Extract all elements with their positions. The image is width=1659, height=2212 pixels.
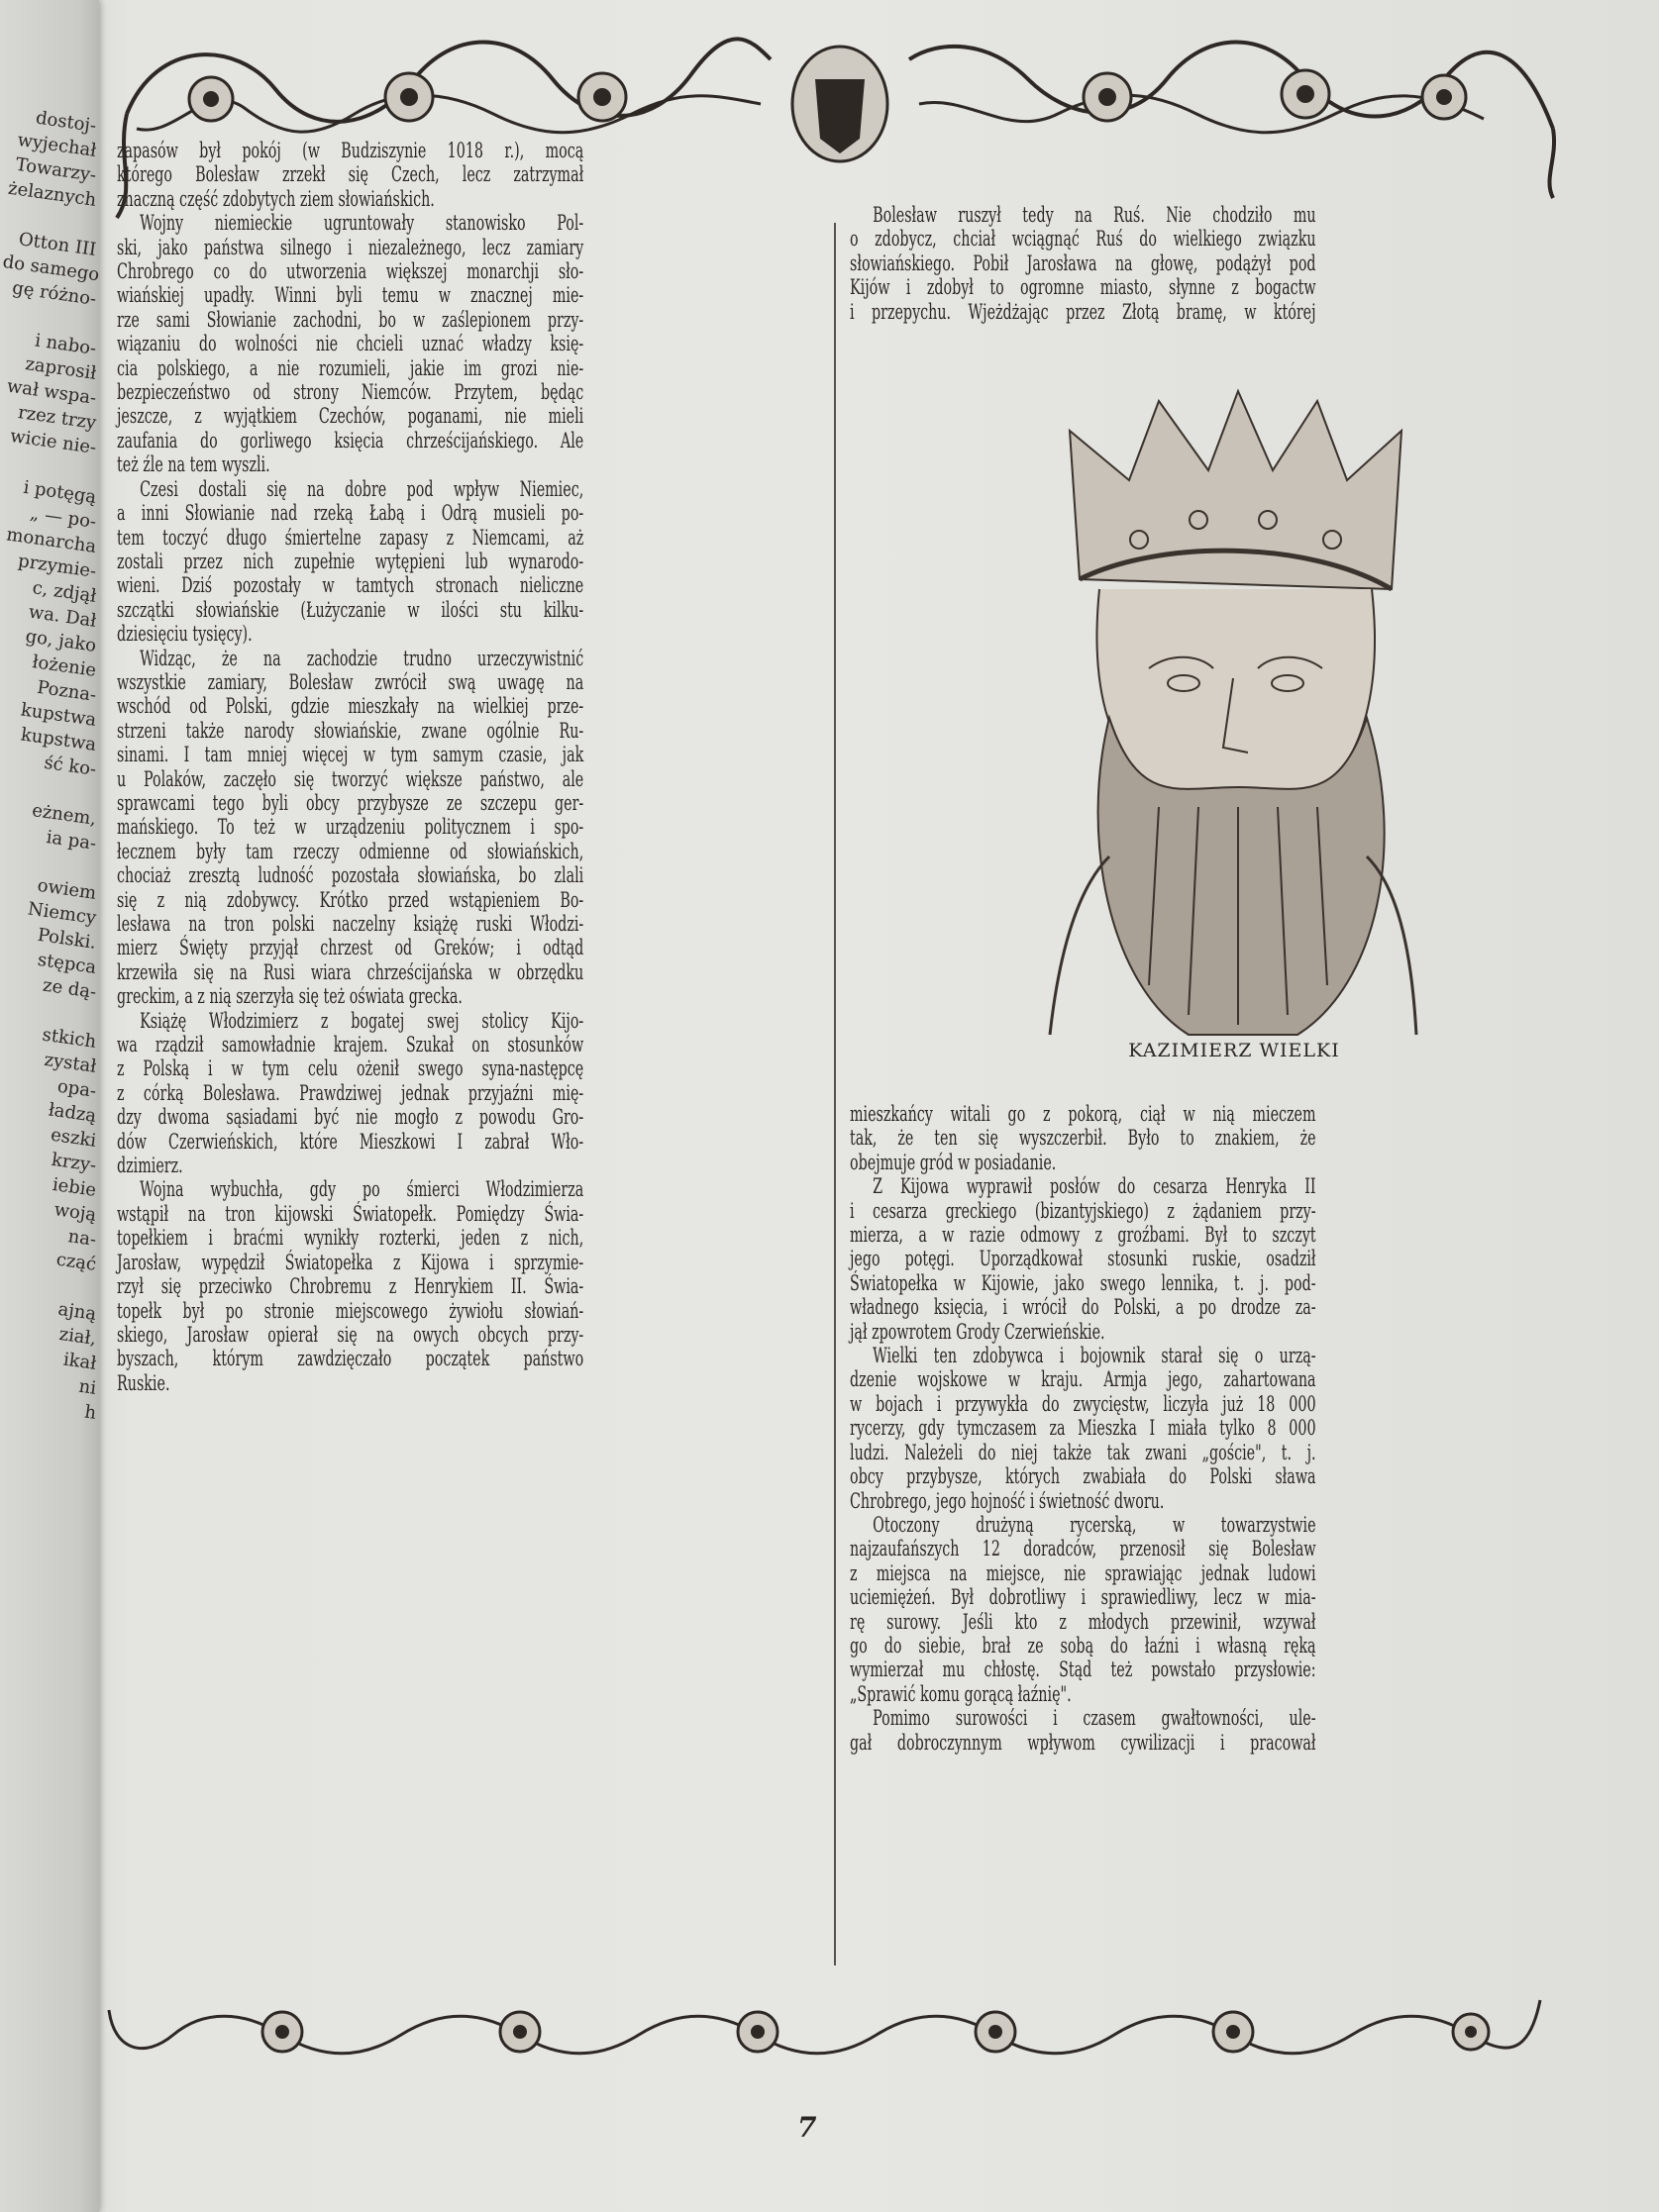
text-line: zapasów był pokój (w Budziszynie 1018 r.), mocą — [117, 139, 584, 162]
text-line: Wojny niemieckie ugruntowały stanowisko Pol- — [140, 211, 584, 236]
text-line: u Polaków, zaczęło się tworzyć większe państwo, ale — [117, 766, 584, 791]
adjacent-page-fragment: kupstwa — [19, 699, 98, 731]
text-line: Ruskie. — [117, 1370, 170, 1395]
adjacent-page-fragment: opa- — [55, 1075, 98, 1102]
text-line: z córką Bolesława. Prawdziwej jednak przyjaźni mię- — [117, 1080, 584, 1105]
text-line: topełkiem i braćmi wynikły rozterki, jeden z nich, — [117, 1226, 584, 1251]
text-line: sprawcami tego byli obcy przybysze ze szczepu ger- — [117, 790, 584, 815]
text-line: greckim, a z nią szerzyła się też oświata grecka. — [117, 984, 463, 1009]
text-line: topełk był po stronie miejscowego żywiołu słowiań- — [117, 1298, 584, 1323]
text-line: Chrobrego co do utworzenia większej monarchji sło- — [117, 259, 584, 284]
decorative-footer-border — [104, 1990, 1550, 2069]
adjacent-page-fragment: przymie- — [16, 551, 98, 582]
text-line: wieni. Dziś pozostały w tamtych stronach nieliczne — [117, 573, 584, 598]
adjacent-page-fragment: wa. Dał — [27, 601, 98, 632]
text-line: Wojna wybuchła, gdy po śmierci Włodzimierza — [140, 1177, 584, 1202]
text-line: uciemiężeń. Był dobrotliwy i sprawiedliwy, lecz w mia- — [850, 1585, 1316, 1610]
text-line: Czesi dostali się na dobre pod wpływ Niemiec, — [140, 476, 584, 501]
text-line: słowiańskiego. Pobił Jarosława na głowę, podążył pod — [850, 251, 1316, 275]
adjacent-page-fragment: wał wspa- — [5, 375, 98, 409]
text-line: gał dobroczynnym wpływom cywilizacji i pracował — [850, 1730, 1316, 1755]
adjacent-page-fragment: „ — po- — [28, 502, 98, 533]
adjacent-page-fragment: ia pa- — [45, 827, 98, 855]
adjacent-page-fragment: stępca — [36, 949, 98, 978]
text-line: ludzi. Należeli do niej także tak zwani „goście", t. j. — [850, 1440, 1316, 1464]
text-line: skiego, Jarosław opierał się na owych obcych przy- — [117, 1322, 584, 1347]
text-line: tak, że ten się wyszczerbił. Było to znakiem, że — [850, 1126, 1316, 1151]
adjacent-page-fragment: woją — [52, 1199, 98, 1226]
text-line: dzenie wojskowe w kraju. Armja jego, zahartowana — [850, 1367, 1316, 1392]
text-line: Książę Włodzimierz z bogatej swej stolicy Kijo- — [140, 1008, 584, 1033]
text-line: a inni Słowianie nad rzeką Łabą i Odrą musieli po- — [117, 501, 584, 526]
column-divider — [834, 223, 836, 1965]
adjacent-page-fragment: wyjechał — [16, 129, 98, 161]
adjacent-page-fragment: ajną — [56, 1298, 98, 1325]
text-line: go do siebie, brał ze sobą do łaźni i własną ręką — [850, 1633, 1316, 1658]
adjacent-page-fragment: cząć — [54, 1249, 98, 1275]
adjacent-page-fragment: Pozna- — [36, 676, 98, 706]
text-line: wschód od Polski, gdzie mieszkały na wielkiej prze- — [117, 694, 584, 719]
portrait-caption: KAZIMIERZ WIELKI — [1128, 1040, 1340, 1061]
text-line: „Sprawić komu gorącą łaźnię". — [850, 1681, 1072, 1706]
adjacent-page-fragment: owiem — [36, 874, 98, 904]
right-column-text-top — [850, 203, 1539, 324]
text-line: Kijów i zdobył to ogromne miasto, słynne z bogactw — [850, 275, 1316, 300]
text-line: zostali przez nich zupełnie wytępieni lub wynarodo- — [117, 549, 584, 573]
text-line: i przepychu. Wjeżdżając przez Złotą bramę, w której — [850, 299, 1316, 324]
adjacent-page-fragment: ładzą — [47, 1099, 98, 1127]
adjacent-page-fragment: do samego — [1, 251, 101, 286]
text-line: najzaufańszych 12 doradców, przenosił się Bolesław — [850, 1537, 1316, 1561]
text-line: znaczną część zdobytych ziem słowiańskich. — [117, 186, 435, 211]
text-line: władnego księcia, i wrócił do Polski, a po drodze za- — [850, 1295, 1316, 1320]
adjacent-page-fragment: eżnem, — [31, 800, 98, 830]
text-line: o zdobycz, chciał wciągnąć Ruś do wielkiego związku — [850, 227, 1316, 251]
adjacent-page-fragment: i potęgą — [22, 476, 98, 508]
text-line: Widząc, że na zachodzie trudno urzeczywistnić — [140, 646, 584, 670]
text-line: dzimierz. — [117, 1154, 183, 1178]
adjacent-page-fragment: wicie nie- — [8, 425, 98, 458]
left-column-text — [117, 139, 813, 1395]
text-line: rze sami Słowianie zachodni, bo w zaślepionem przy- — [117, 307, 584, 332]
text-line: też źle na tem wyszli. — [117, 452, 270, 477]
adjacent-page-fragment: Otton III — [17, 229, 98, 260]
text-line: krzewiła się na Rusi wiara chrześcijańska w obrzędku — [117, 959, 584, 984]
text-line: jego potęgi. Uporządkował stosunki ruskie, osadził — [850, 1247, 1316, 1271]
text-line: Bolesław ruszył tedy na Ruś. Nie chodziło mu — [873, 203, 1316, 227]
adjacent-page-fragment: łożenie — [31, 652, 98, 681]
adjacent-page-text-fragments — [1, 107, 101, 1426]
portrait-engraving-kazimierz-wielki — [1040, 391, 1428, 1035]
adjacent-page-fragment: ni — [77, 1375, 98, 1399]
right-column-text-bottom — [850, 1102, 1539, 1755]
adjacent-page-fragment: dostoj- — [34, 107, 98, 137]
text-line: się z nią zdobywcy. Krótko przed wstąpieniem Bo- — [117, 887, 584, 912]
text-line: wstąpił na tron kijowski Światopełk. Pomiędzy Świa- — [117, 1201, 584, 1226]
adjacent-page-fragment: rzez trzy — [16, 402, 98, 434]
text-line: dzy dwoma sąsiadami być nie mogło z powodu Gro- — [117, 1105, 584, 1130]
text-line: obejmuje gród w posiadanie. — [850, 1150, 1057, 1174]
adjacent-page-fragment: monarcha — [5, 524, 98, 557]
adjacent-page-fragment: Polski. — [36, 924, 98, 954]
adjacent-page-fragment: ze dą- — [41, 974, 98, 1003]
text-line: w bojach i przywykła do zwycięstw, liczyła już 18 000 — [850, 1391, 1316, 1416]
adjacent-page-fragment: żelaznych — [6, 177, 98, 211]
adjacent-page-fragment: Towarzy- — [14, 153, 98, 186]
text-line: dziesięciu tysięcy). — [117, 622, 253, 647]
text-line: ski, jako państwa silnego i niezależnego, lecz zamiary — [117, 235, 584, 259]
text-line: cia polskiego, a nie rozumieli, jakie im grozi nie- — [117, 355, 584, 380]
text-line: lesława na tron polski naczelny książę ruski Włodzi- — [117, 912, 584, 936]
text-line: mańskiego. To też w urządzeniu politycznem i spo- — [117, 815, 584, 840]
text-line: mierza, a w razie odmowy z groźbami. Był to szczyt — [850, 1223, 1316, 1248]
adjacent-page-fragment: krzy- — [50, 1149, 98, 1176]
adjacent-page-fragment: zystał — [43, 1049, 98, 1077]
text-line: jął zpowrotem Grody Czerwieńskie. — [850, 1319, 1105, 1344]
text-line: obcy przybysze, których zwabiała do Polski sława — [850, 1464, 1316, 1489]
text-line: Jarosław, wypędził Światopełka z Kijowa i sprzymie- — [117, 1250, 584, 1274]
text-line: którego Bolesław zrzekł się Czech, lecz zatrzymał — [117, 162, 584, 187]
text-line: strzeni także narody słowiańskie, zwane ogólnie Ru- — [117, 718, 584, 743]
text-line: mieszkańcy witali go z pokorą, ciął w nią mieczem — [850, 1102, 1316, 1126]
adjacent-page-fragment: stkich — [41, 1024, 98, 1053]
adjacent-page-fragment: i nabo- — [33, 330, 98, 359]
text-line: zaufania do gorliwego księcia chrześcijańskiego. Ale — [117, 428, 584, 452]
text-line: Z Kijowa wyprawił posłów do cesarza Henryka II — [873, 1174, 1316, 1199]
text-line: wa rządził samowładnie krajem. Szukał on stosunków — [117, 1033, 584, 1057]
text-line: Pomimo surowości i czasem gwałtowności, ule- — [873, 1706, 1316, 1731]
text-line: byszach, którym zawdzięczało początek państwo — [117, 1347, 584, 1371]
text-line: dów Czerwieńskich, które Mieszkowi I zabrał Wło- — [117, 1129, 584, 1154]
text-line: mierz Święty przyjął chrzest od Greków; i odtąd — [117, 936, 584, 960]
text-line: łecznem były tam rzeczy odmienne od słowiańskich, — [117, 839, 584, 863]
text-line: jeszcze, z wyjątkiem Czechów, poganami, nie mieli — [117, 404, 584, 429]
text-line: z Polską i w tym celu ożenił swego syna-następcę — [117, 1056, 584, 1081]
text-line: rę surowy. Jeśli kto z młodych przewinił, wzywał — [850, 1609, 1316, 1634]
text-line: wszystkie zamiary, Bolesław zwrócił swą uwagę na — [117, 669, 584, 694]
adjacent-page-fragment: go, jako — [24, 626, 98, 656]
text-line: bezpieczeństwo od strony Niemców. Przytem, będąc — [117, 380, 584, 405]
adjacent-page-fragment: eszki — [49, 1124, 98, 1152]
text-line: i cesarza greckiego (bizantyjskiego) z żądaniem przy- — [850, 1198, 1316, 1223]
text-line: Otoczony drużyną rycerską, w towarzystwie — [873, 1512, 1316, 1537]
text-line: tem toczyć długo śmiertelne zapasy z Niemcami, aż — [117, 525, 584, 550]
adjacent-page-fragment: ział, — [57, 1323, 98, 1350]
adjacent-page-fragment: zaprosił — [24, 353, 98, 384]
text-line: z miejsca na miejsce, nie sprawiając jednak ludowi — [850, 1560, 1316, 1585]
text-line: wymierzał mu chłostę. Stąd też powstało przysłowie: — [850, 1658, 1316, 1682]
page-number: 7 — [797, 2111, 817, 2144]
text-line: wiańskiej upadły. Winni byli temu w znacznej mie- — [117, 283, 584, 308]
adjacent-page-fragment: gę różno- — [11, 277, 98, 310]
adjacent-page-edge — [0, 0, 99, 2212]
text-line: Światopełka w Kijowie, jako swego lennika, t. j. pod- — [850, 1270, 1316, 1295]
text-line: Chrobrego, jego hojność i świetność dworu. — [850, 1488, 1165, 1513]
adjacent-page-fragment: ść ko- — [43, 752, 98, 780]
adjacent-page-fragment: na- — [66, 1226, 98, 1251]
text-line: wiązaniu do wolności nie chcieli uznać władzy księ- — [117, 332, 584, 356]
adjacent-page-fragment: kupstwa — [19, 724, 98, 755]
text-line: rycerzy, gdy tymczasem za Mieszka I miała tylko 8 000 — [850, 1416, 1316, 1441]
adjacent-page-fragment: h — [83, 1401, 98, 1424]
text-line: Wielki ten zdobywca i bojownik starał się o urzą- — [873, 1344, 1316, 1368]
text-line: chociaż zresztą ludność pozostała słowiańska, bo zlali — [117, 863, 584, 888]
text-line: rzył się przeciwko Chrobremu z Henrykiem II. Świa- — [117, 1274, 584, 1299]
text-line: sinami. I tam mniej więcej w tym samym czasie, jak — [117, 743, 584, 767]
adjacent-page-fragment: c, zdjął — [31, 577, 98, 607]
text-line: szczątki słowiańskie (Łużyczanie w ilości stu kilku- — [117, 597, 584, 622]
adjacent-page-fragment: iebie — [51, 1173, 98, 1201]
adjacent-page-fragment: ikał — [61, 1349, 98, 1374]
adjacent-page-fragment: Niemcy — [26, 898, 98, 929]
